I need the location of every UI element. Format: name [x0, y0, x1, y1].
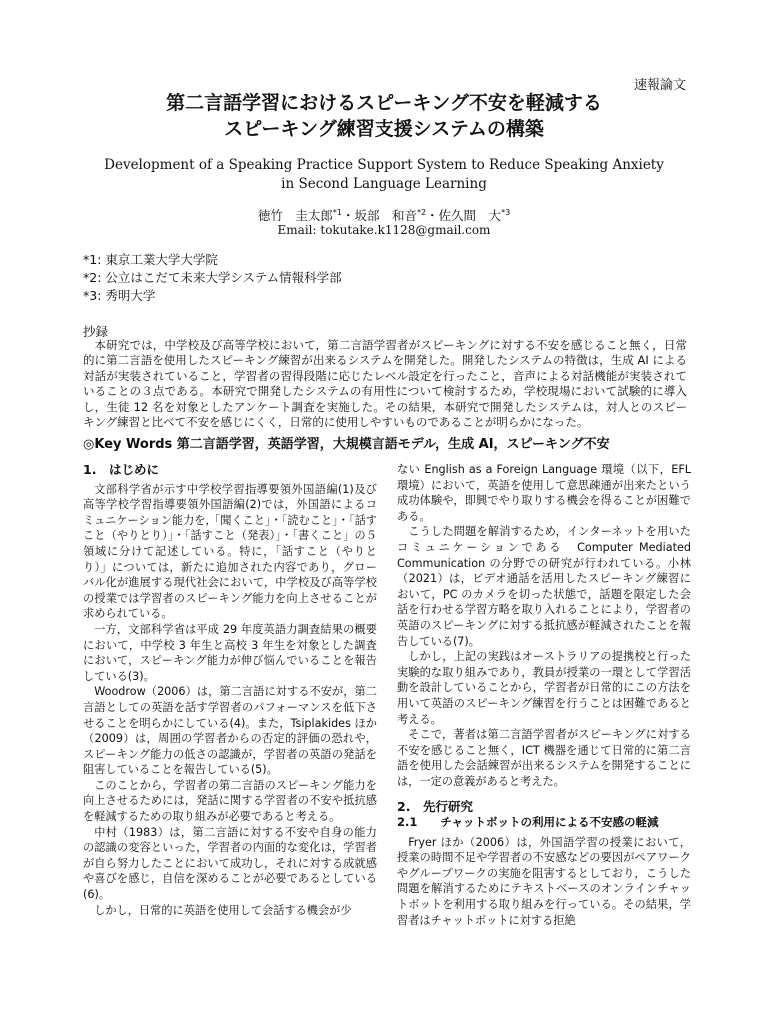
title-line-2: スピーキング練習支援システムの構築 — [224, 118, 544, 140]
paper-title — [0, 90, 768, 142]
english-title — [0, 156, 768, 194]
author-list — [0, 206, 768, 224]
right-paragraph-3: しかし，上記の実践はオーストラリアの提携校と行った実験的な取り組みであり，教員が授業の一環として学習活動を設計していることから，学習者が日常的にこの方法を用いて英語のスピーキング練習を行うことは困難であると考える。 — [397, 650, 691, 726]
author-2-mark: *2 — [416, 207, 427, 217]
left-paragraph-1: 文部科学省が示す中学校学習指導要領外国語編(1)及び高等学校学習指導要領外国語編(2)では，外国語によるコミュニケーション能力を,「聞くこと」・「読むこと」・「話すこと（やりとり）」・「話すこと（発表）」・「書くこと」の５領域に分けて記述している。特に，「話すこと（やりとり）」については，新たに追加された内容であり，グローバル化が進展する現代社会において，中学校及び高等学校の授業では学習者のスピーキング能力を向上させることが求められている。 — [83, 482, 377, 621]
keywords: ◎Key Words 第二言語学習，英語学習，大規模言語モデル，生成 AI，スピーキング不安 — [83, 437, 610, 452]
affiliation-2: *2: 公立はこだて未来大学システム情報科学部 — [83, 270, 342, 285]
author-email: Email: tokutake.k1128@gmail.com — [277, 223, 491, 237]
abstract-text: 本研究では，中学校及び高等学校において，第二言語学習者がスピーキングに対する不安を感じること無く，日常的に第二言語を使用したスピーキング練習が出来るシステムを開発した。開発したシステムの特徴は，生成 AI による対話が実装されていること，学習者の習得段階に応じたレベル設定を行ったこと，音声による対話機能が実装されていることの３点である。本研究で開発したシステムの有用性について検討するため，学校現場において試験的に導入し，生徒 12 名を対象としたアンケート調査を実施した。その結果，本研究で開発したシステムは，対人とのスピーキング練習と比べて不安を感じにくく，日常的に使用しやすいものであることが明らかになった。 — [83, 338, 687, 430]
section-2-1-heading: 2.1 チャットボットの利用による不安感の軽減 — [397, 815, 659, 830]
author-2: ・坂部 和音 — [341, 208, 417, 223]
left-paragraph-4: このことから，学習者の第二言語のスピーキング能力を向上させるためには，発話に関する学習者の不安や抵抗感を軽減するための取り組みが必要であると考える。 — [83, 778, 377, 824]
english-title-line-2: in Second Language Learning — [281, 176, 487, 192]
english-title-line-1: Development of a Speaking Practice Support System to Reduce Speaking Anxiety — [104, 157, 664, 173]
author-3-mark: *3 — [501, 207, 511, 217]
affiliation-3: *3: 秀明大学 — [83, 288, 156, 303]
author-1: 徳竹 圭太郎 — [257, 208, 333, 223]
paper-type-label: 速報論文 — [633, 78, 686, 93]
left-paragraph-3: Woodrow（2006）は，第二言語に対する不安が，第二言語としての英語を話す学習者のパフォーマンスを低下させることを明らかにしている(4)。また，Tsiplakides ほか（2009）は，周囲の学習者からの否定的評価の恐れや，スピーキング能力の低さの認識が，学習者の英語の発話を阻害していることを報告している(5)。 — [83, 685, 377, 777]
author-1-mark: *1 — [332, 207, 342, 217]
right-paragraph-1: ない English as a Foreign Language 環境（以下，EFL 環境）において，英語を使用して意思疎通が出来たという成功体験や，即興でやり取りする機会を得ることが困難である。 — [397, 463, 691, 523]
right-paragraph-4: そこで，著者は第二言語学習者がスピーキングに対する不安を感じること無く，ICT 機器を通じて日常的に第二言語を使用した会話練習が出来るシステムを開発することには，一定の意義があると考えた。 — [397, 728, 691, 788]
right-column — [397, 462, 691, 928]
left-paragraph-6: しかし，日常的に英語を使用して会話する機会が少 — [94, 903, 352, 917]
affiliation-1: *1: 東京工業大学大学院 — [83, 252, 218, 267]
section-2-heading: 2. 先行研究 — [397, 799, 473, 815]
author-3: ・佐久間 大 — [426, 208, 502, 223]
abstract-heading: 抄録 — [83, 324, 109, 339]
left-paragraph-2: 一方，文部科学省は平成 29 年度英語力調査結果の概要において，中学校 3 年生と高校 3 年生を対象とした調査において，スピーキング能力が伸び悩んでいることを報告している(3)。 — [83, 622, 377, 683]
left-column — [83, 462, 377, 918]
section-1-heading: 1. はじめに — [83, 462, 159, 477]
right-paragraph-2: こうした問題を解消するため，インターネットを用いたコミュニケーションである Computer Mediated Communication の分野での研究が行われている。小林（2021）は，ビデオ通話を活用したスピーキング練習において，PC のカメラを切った状態で，話題を限定した会話を行わせる学習方略を取り入れることにより，学習者の英語のスピーキングに対する抵抗感が軽減されたことを報告している(7)。 — [397, 525, 691, 648]
right-paragraph-5: Fryer ほか（2006）は，外国語学習の授業において，授業の時間不足や学習者の不安感などの要因がペアワークやグループワークの実施を阻害するとしており，こうした問題を解消するためにテキストベースのオンラインチャットボットを利用する取り組みを行っている。その結果，学習者はチャットボットに対する拒絶 — [397, 835, 691, 927]
title-line-1: 第二言語学習におけるスピーキング不安を軽減する — [166, 92, 602, 114]
left-paragraph-5: 中村（1983）は，第二言語に対する不安や自身の能力の認識の変容といった，学習者の内面的な変化は，学習者が自ら努力したことにおいて成功し，それに対する成就感や喜びを感じ，自信を深めることが必要であるとしている(6)。 — [83, 825, 377, 902]
